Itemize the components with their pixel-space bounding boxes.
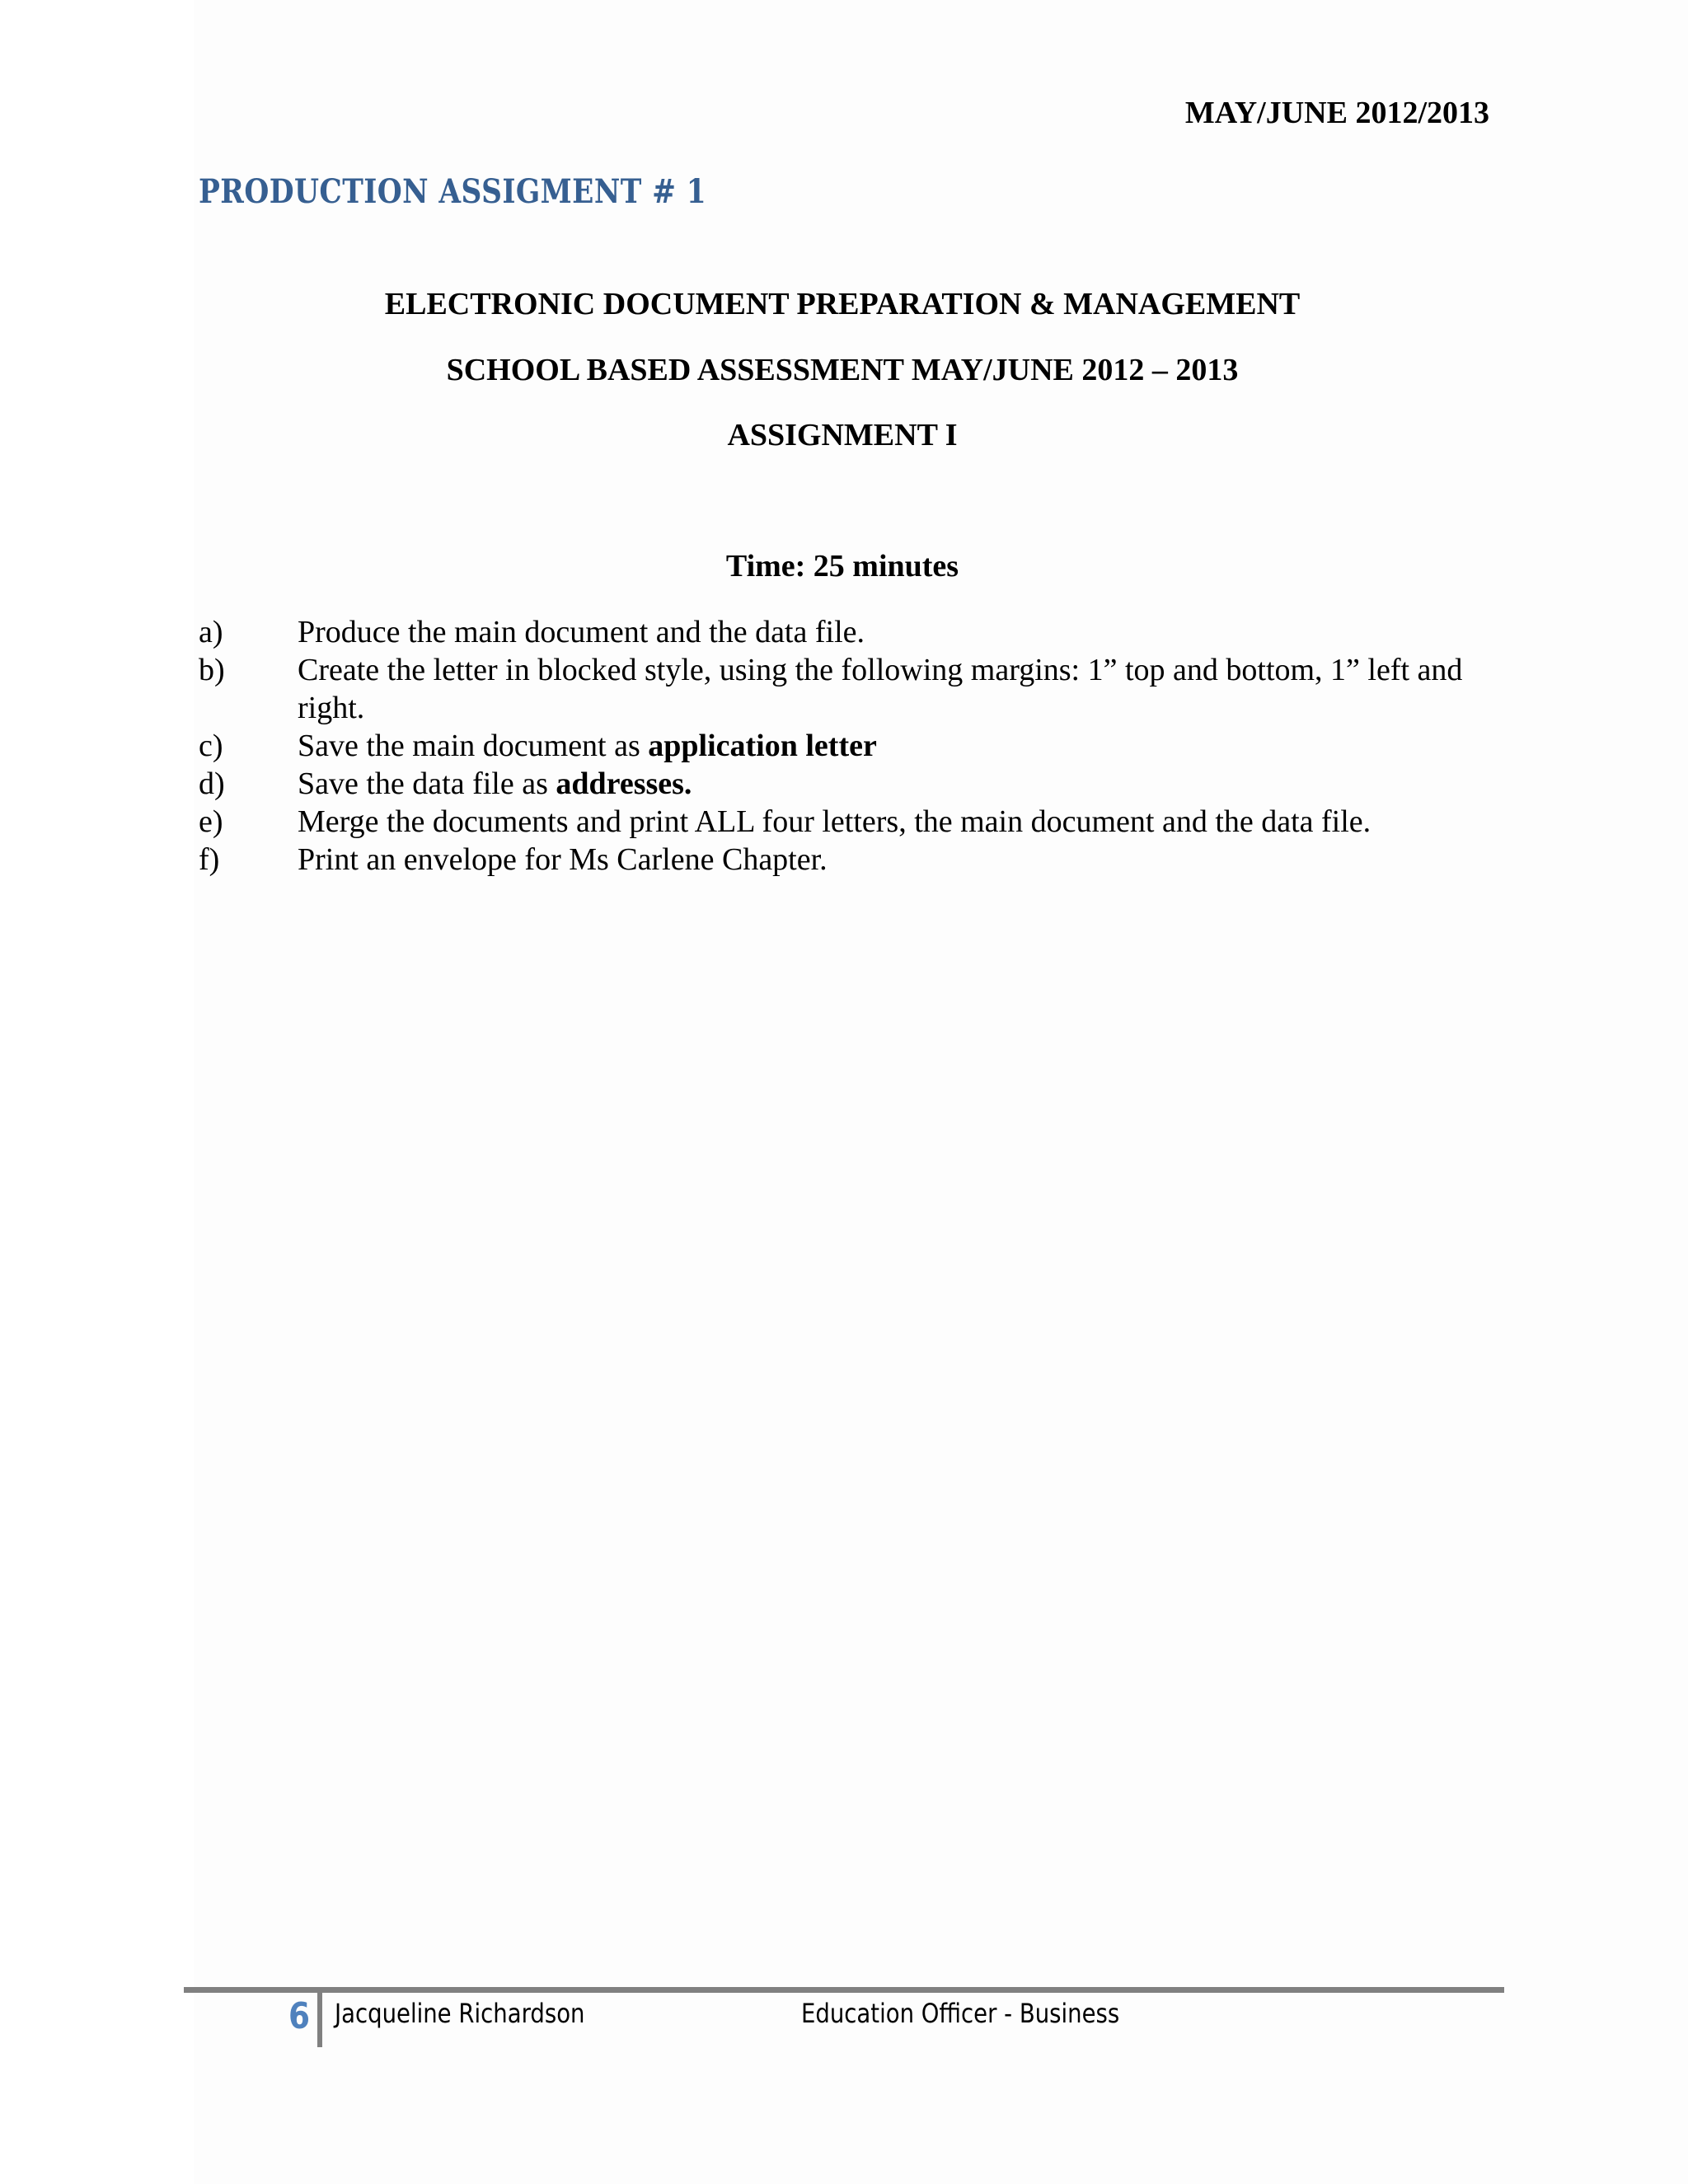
instruction-plain-text: Produce the main document and the data file.: [298, 615, 865, 649]
instruction-text: [298, 765, 1493, 803]
instruction-text: [298, 727, 1493, 765]
instruction-plain-text: Print an envelope for Ms Carlene Chapter.: [298, 842, 828, 877]
time-label: Time: 25 minutes: [725, 549, 959, 583]
instruction-letter: c): [199, 729, 223, 763]
footer-role: Education Officer - Business: [801, 1998, 1120, 2029]
footer-divider: [184, 1987, 1504, 1993]
document-title-line-1: [0, 288, 1688, 320]
footer-vertical-divider: [317, 1993, 322, 2047]
instruction-plain-text: Merge the documents and print ALL four letters, the main document and the data file.: [298, 804, 1372, 839]
document-title-line-2: [0, 354, 1688, 386]
section-title: PRODUCTION ASSIGMENT # 1: [199, 172, 707, 211]
instruction-letter: f): [199, 842, 220, 877]
document-title-line-3: [0, 419, 1688, 451]
instruction-item-c: [199, 727, 1493, 765]
instruction-bold-text: addresses.: [556, 766, 692, 801]
footer-author: Jacqueline Richardson: [335, 1998, 585, 2029]
instruction-item-d: [199, 765, 1493, 803]
instruction-letter: e): [199, 804, 223, 839]
time-allowed: [0, 551, 1688, 582]
instruction-plain-text: Save the main document as: [298, 729, 649, 763]
instruction-bold-text: application letter: [648, 729, 877, 763]
instruction-text: [298, 651, 1493, 727]
instruction-letter: a): [199, 615, 223, 649]
instruction-text: [298, 841, 1493, 879]
instruction-letter: d): [199, 766, 225, 801]
assignment-label: ASSIGNMENT I: [727, 418, 958, 452]
instruction-item-a: [199, 613, 1493, 651]
document-title-text: ELECTRONIC DOCUMENT PREPARATION & MANAGEMENT: [384, 287, 1301, 321]
instruction-item-f: [199, 841, 1493, 879]
instructions-list: [199, 613, 1493, 879]
instruction-item-b: [199, 651, 1493, 727]
instruction-plain-text: Save the data file as: [298, 766, 556, 801]
instruction-letter: b): [199, 653, 225, 687]
page-number: 6: [288, 1995, 310, 2037]
instruction-text: [298, 803, 1493, 841]
header-date-range: MAY/JUNE 2012/2013: [1184, 96, 1489, 130]
instruction-text: [298, 613, 1493, 651]
document-subtitle-text: SCHOOL BASED ASSESSMENT MAY/JUNE 2012 – 2013: [446, 353, 1239, 387]
instruction-plain-text: Create the letter in blocked style, using the following margins: 1” top and bottom, 1” left and right.: [298, 653, 1463, 725]
instruction-item-e: [199, 803, 1493, 841]
